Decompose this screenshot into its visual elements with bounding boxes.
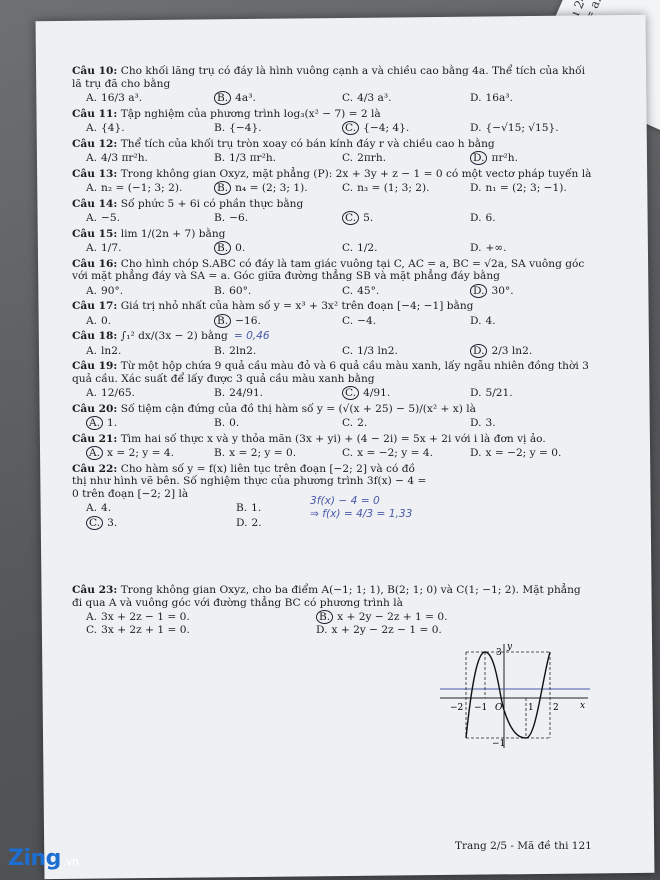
answer-option: [200, 315, 328, 328]
option-label: B.: [214, 212, 226, 224]
question-block: [72, 108, 592, 135]
option-label: B.: [214, 344, 226, 357]
option-label: B.: [214, 241, 231, 255]
question-block-22: [72, 463, 432, 530]
graph-label-origin: O: [495, 703, 503, 713]
option-label: B.: [214, 417, 226, 429]
option-text: 3.: [485, 417, 496, 429]
answer-option: [456, 212, 584, 225]
option-text: 16a³.: [485, 92, 513, 104]
answer-option: [456, 182, 584, 195]
answer-option: [200, 212, 328, 225]
question-stem: [72, 403, 592, 416]
question-title: Câu 12:: [72, 137, 118, 150]
option-label: A.: [86, 502, 98, 514]
option-text: 30°.: [491, 284, 514, 297]
question-title: Câu 10:: [72, 65, 118, 77]
option-label: D.: [470, 284, 487, 298]
answer-option: [72, 212, 200, 225]
question-stem: [72, 168, 592, 181]
question-stem: [72, 138, 592, 151]
question-title: Câu 22:: [72, 462, 118, 475]
option-label: D.: [470, 151, 487, 165]
question-text: Số phức 5 + 6i có phần thực bằng: [120, 197, 304, 210]
answer-option: [200, 182, 328, 195]
option-text: 5/21.: [485, 387, 513, 399]
answer-option: [328, 345, 456, 358]
question-title: Câu 17:: [72, 300, 118, 312]
answer-option: [72, 122, 200, 135]
answer-option: [200, 152, 328, 165]
question-title: Câu 20:: [72, 402, 118, 415]
answer-option: [456, 242, 584, 255]
answer-option: [456, 315, 584, 328]
answer-options: [72, 182, 592, 195]
answer-option: [328, 122, 456, 135]
option-text: 2.: [251, 516, 262, 529]
question-title: Câu 19:: [72, 360, 118, 372]
answer-options: [72, 387, 592, 400]
question-stem: [72, 360, 592, 385]
option-text: 5.: [363, 212, 374, 224]
answer-option: [72, 92, 200, 105]
option-label: C.: [342, 447, 354, 459]
option-text: x + 2y − 2z − 1 = 0.: [331, 623, 442, 636]
question-text: Cho hàm số y = f(x) liên tục trên đoạn [−2; 2] và có đồ thị như hình vẽ bên. Số nghiệm thực của phương trình 3f(x) − 4 = 0 trên đoạn [−2; 2] là: [72, 462, 427, 500]
option-label: D.: [470, 92, 482, 104]
question-text: ∫₁² dx/(3x − 2) bằng: [120, 330, 228, 342]
option-label: A.: [86, 284, 98, 297]
answer-option: [328, 152, 456, 165]
function-graph: [440, 640, 590, 752]
answer-option: [328, 387, 456, 400]
question-stem: [72, 330, 592, 343]
question-stem: [72, 108, 592, 121]
answer-option: [456, 447, 584, 460]
answer-option: [456, 122, 584, 135]
option-label: A.: [86, 122, 98, 134]
question-title: Câu 16:: [72, 257, 118, 270]
answer-option: [72, 624, 302, 637]
option-text: 4/3 πr²h.: [101, 152, 148, 164]
option-text: 12/65.: [101, 387, 135, 399]
answer-options: [72, 152, 592, 165]
question-text: Cho khối lăng trụ có đáy là hình vuông cạnh a và chiều cao bằng 4a. Thể tích của khối lă trụ đã cho bằng: [72, 65, 586, 90]
question-text: Thể tích của khối trụ tròn xoay có bán kính đáy r và chiều cao h bằng: [120, 137, 495, 150]
option-text: {4}.: [101, 122, 125, 134]
option-text: 4/91.: [363, 387, 391, 399]
option-label: A.: [86, 387, 98, 399]
option-text: 2ln2.: [229, 344, 257, 357]
function-curve: [466, 652, 550, 738]
option-label: A.: [86, 242, 98, 254]
option-text: 4a³.: [235, 92, 256, 104]
question-title: Câu 11:: [72, 107, 118, 120]
option-label: D.: [470, 182, 482, 194]
option-text: {−4}.: [229, 122, 262, 134]
answer-option: [456, 92, 584, 105]
question-block: [72, 403, 592, 430]
option-text: −6.: [229, 212, 249, 224]
option-text: 1/2.: [357, 242, 378, 254]
option-label: B.: [214, 387, 226, 399]
option-label: A.: [86, 92, 98, 104]
answer-options: [72, 92, 592, 105]
option-text: x = 2; y = 4.: [107, 447, 174, 459]
option-label: A.: [86, 152, 98, 164]
option-label: C.: [342, 386, 359, 400]
option-label: C.: [342, 284, 354, 297]
answer-option: [328, 92, 456, 105]
option-text: 0.: [235, 242, 246, 254]
option-text: 3x + 2z − 1 = 0.: [101, 611, 190, 623]
option-label: D.: [470, 314, 482, 327]
answer-option: [72, 611, 302, 624]
option-label: B.: [214, 152, 226, 164]
answer-option: [200, 242, 328, 255]
option-text: x = −2; y = 4.: [357, 447, 433, 459]
question-stem: [72, 65, 592, 90]
answer-option: [72, 152, 200, 165]
option-text: 4.: [101, 502, 112, 514]
question-text: Trong không gian Oxyz, mặt phẳng (P): 2x + 3y + z − 1 = 0 có một vectơ pháp tuyến là: [120, 167, 592, 180]
question-title: Câu 13:: [72, 167, 118, 180]
question-block: [72, 198, 592, 225]
option-text: −16.: [235, 314, 261, 327]
answer-option: [200, 417, 328, 430]
question-block: [72, 228, 592, 255]
graph-label-xm2: −2: [450, 703, 464, 713]
option-label: B.: [214, 284, 226, 297]
option-text: x = 2; y = 0.: [229, 447, 297, 459]
option-label: D.: [470, 417, 482, 429]
answer-option: [328, 182, 456, 195]
option-label: D.: [470, 447, 482, 459]
question-block: [72, 168, 592, 195]
exam-content: [72, 65, 592, 639]
answer-option: [200, 122, 328, 135]
answer-options: [72, 611, 592, 636]
answer-option: [302, 624, 532, 637]
question-block: [72, 300, 592, 327]
graph-label-x1: 1: [528, 703, 534, 713]
option-text: 1.: [251, 502, 262, 514]
question-text: Cho hình chóp S.ABC có đáy là tam giác vuông tại C, AC = a, BC = √2a, SA vuông góc với mặt phẳng đáy và SA = a. Góc giữa đường thẳng SB và mặt phẳng đáy bằng: [72, 257, 585, 282]
option-text: 60°.: [229, 284, 252, 297]
handwritten-work-q22: [310, 495, 412, 521]
option-label: D.: [470, 212, 482, 224]
option-label: B.: [214, 122, 226, 134]
handwritten-line-1: 3f(x) − 4 = 0: [310, 495, 380, 507]
answer-option: [72, 345, 200, 358]
question-title: Câu 21:: [72, 432, 118, 445]
option-text: 1/7.: [101, 242, 122, 254]
option-text: −5.: [101, 212, 121, 224]
question-text: Trong không gian Oxyz, cho ba điểm A(−1; 1; 1), B(2; 1; 0) và C(1; −1; 2). Mặt phẳng đi qua A và vuông góc với đường thẳng BC có phương trình là: [72, 584, 581, 609]
option-text: 3.: [107, 516, 118, 529]
graph-label-x: x: [580, 701, 586, 711]
question-text: lim 1/(2n + 7) bằng: [120, 227, 226, 240]
page-footer: Trang 2/5 - Mã đề thi 121: [455, 840, 592, 852]
answer-options: [72, 447, 592, 460]
option-label: C.: [342, 182, 354, 194]
option-text: 0.: [229, 417, 240, 429]
answer-option: [456, 152, 584, 165]
question-block: [72, 584, 592, 636]
option-label: D.: [470, 242, 482, 254]
question-text: Tìm hai số thực x và y thỏa mãn (3x + yi) + (4 − 2i) = 5x + 2i với i là đơn vị ảo.: [120, 432, 546, 445]
question-title: Câu 23:: [72, 584, 118, 596]
option-text: ln2.: [101, 344, 122, 357]
option-text: +∞.: [485, 242, 507, 254]
answer-option: [72, 517, 222, 530]
option-text: x = −2; y = 0.: [485, 447, 562, 459]
question-stem: [72, 228, 592, 241]
option-label: C.: [342, 152, 354, 164]
option-text: x + 2y − 2z + 1 = 0.: [337, 611, 448, 623]
option-label: C.: [342, 242, 354, 254]
question-block: [72, 258, 592, 298]
handwritten-note-q18: = 0,46: [233, 330, 270, 342]
option-label: B.: [316, 610, 333, 624]
answer-option: [456, 285, 584, 298]
question-stem: [72, 198, 592, 211]
option-text: 6.: [485, 212, 496, 224]
option-text: 3x + 2z + 1 = 0.: [101, 623, 190, 636]
answer-options: [72, 417, 592, 430]
option-text: 16/3 a³.: [101, 92, 143, 104]
answer-option: [328, 212, 456, 225]
option-label: D.: [470, 387, 482, 399]
answer-option: [72, 502, 222, 515]
answer-options: [72, 285, 592, 298]
option-label: A.: [86, 344, 98, 357]
option-text: 1/3 ln2.: [357, 344, 398, 357]
option-label: B.: [214, 314, 231, 328]
question-stem: [72, 300, 592, 313]
question-text: Tập nghiệm của phương trình log₃(x² − 7) = 2 là: [120, 107, 381, 120]
answer-option: [200, 92, 328, 105]
option-text: n₂ = (−1; 3; 2).: [101, 182, 183, 194]
option-label: A.: [86, 314, 98, 327]
question-stem: [72, 584, 592, 609]
graph-label-x2: 2: [553, 703, 559, 713]
question-stem: [72, 258, 592, 283]
option-text: {−√15; √15}.: [485, 122, 559, 134]
question-block: [72, 65, 592, 105]
question-title: Câu 18:: [72, 330, 118, 342]
question-stem: [72, 433, 592, 446]
option-label: D.: [316, 623, 328, 636]
option-text: −4.: [357, 314, 377, 327]
answer-option: [200, 285, 328, 298]
option-label: D.: [470, 122, 482, 134]
answer-option: [328, 242, 456, 255]
answer-option: [456, 387, 584, 400]
answer-option: [72, 447, 200, 460]
question-block: [72, 330, 592, 357]
option-text: n₄ = (2; 3; 1).: [235, 182, 308, 194]
option-text: 0.: [101, 314, 112, 327]
option-label: A.: [86, 416, 103, 430]
option-text: 2πrh.: [357, 152, 387, 164]
answer-option: [456, 345, 584, 358]
graph-label-bottom: −1: [492, 739, 506, 749]
answer-option: [72, 242, 200, 255]
question-block: [72, 433, 592, 460]
answer-option: [328, 447, 456, 460]
option-label: A.: [86, 212, 98, 224]
question-title: Câu 14:: [72, 197, 118, 210]
answer-options: [72, 345, 592, 358]
handwritten-line-2: ⇒ f(x) = 4/3 = 1,33: [310, 508, 413, 520]
option-text: n₁ = (2; 3; −1).: [485, 182, 567, 194]
option-label: C.: [86, 516, 103, 530]
graph-label-top: 3: [496, 648, 502, 658]
answer-option: [72, 285, 200, 298]
option-text: 4/3 a³.: [357, 92, 392, 104]
option-label: C.: [342, 92, 354, 104]
option-text: 2/3 ln2.: [491, 344, 533, 357]
option-text: 2.: [357, 417, 368, 429]
answer-option: [72, 182, 200, 195]
option-label: B.: [214, 181, 231, 195]
option-label: C.: [86, 623, 98, 636]
option-label: C.: [342, 121, 359, 135]
answer-option: [328, 417, 456, 430]
answer-option: [72, 417, 200, 430]
answer-options: [72, 212, 592, 225]
answer-option: [200, 387, 328, 400]
option-text: 1/3 πr²h.: [229, 152, 277, 164]
option-text: {−4; 4}.: [363, 122, 410, 134]
option-text: 24/91.: [229, 387, 264, 399]
option-text: 4.: [485, 314, 496, 327]
option-label: A.: [86, 446, 103, 460]
option-label: A.: [86, 611, 98, 623]
question-block: [72, 138, 592, 165]
q22-spacer: [72, 532, 592, 584]
option-label: C.: [342, 344, 354, 357]
option-label: C.: [342, 314, 354, 327]
option-label: B.: [214, 91, 231, 105]
answer-option: [72, 315, 200, 328]
option-text: 1.: [107, 417, 118, 429]
graph-label-y: y: [507, 642, 513, 652]
answer-options: [72, 242, 592, 255]
option-label: B.: [214, 447, 226, 459]
question-text: Giá trị nhỏ nhất của hàm số y = x³ + 3x² trên đoạn [−4; −1] bằng: [120, 300, 474, 312]
option-text: n₃ = (1; 3; 2).: [357, 182, 430, 194]
question-text: Từ một hộp chứa 9 quả cầu màu đỏ và 6 quả cầu màu xanh, lấy ngẫu nhiên đồng thời 3 quả cầu. Xác suất để lấy được 3 quả cầu màu xanh bằng: [72, 360, 589, 385]
question-text: Số tiệm cận đứng của đồ thị hàm số y = (√(x + 25) − 5)/(x² + x) là: [120, 402, 476, 415]
option-label: D.: [470, 344, 487, 358]
option-label: C.: [342, 417, 354, 429]
question-block: [72, 360, 592, 400]
answer-option: [200, 447, 328, 460]
zing-logo: Zing .vn: [8, 846, 79, 871]
option-text: 45°.: [357, 284, 380, 297]
graph-label-xm1: −1: [474, 703, 488, 713]
option-label: B.: [236, 502, 248, 514]
option-label: C.: [342, 211, 359, 225]
answer-option: [302, 611, 532, 624]
answer-options: [72, 315, 592, 328]
answer-option: [456, 417, 584, 430]
option-text: πr²h.: [491, 152, 518, 164]
answer-option: [328, 285, 456, 298]
option-label: A.: [86, 182, 98, 194]
answer-option: [328, 315, 456, 328]
answer-option: [200, 345, 328, 358]
option-label: D.: [236, 516, 248, 529]
answer-options: [72, 122, 592, 135]
answer-option: [72, 387, 200, 400]
option-text: 90°.: [101, 284, 124, 297]
question-title: Câu 15:: [72, 227, 118, 240]
